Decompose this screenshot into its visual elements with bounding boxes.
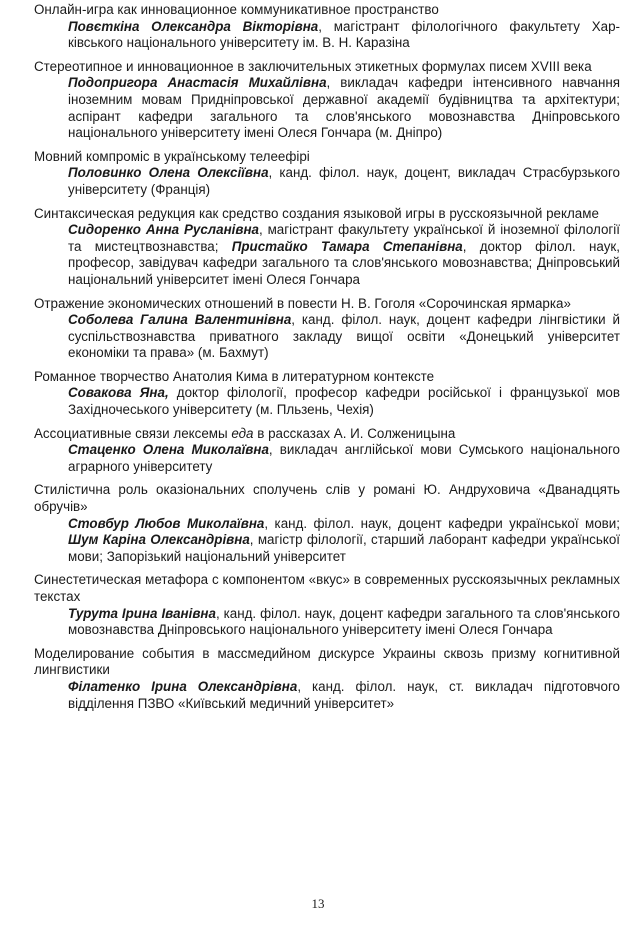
author-affiliation: , викладач кафедри інтенсивного навчання іноземним мовам Придніпровської державної академії будівництва та архітектури; аспірант кафедри загального та слов'янського мовознавства Дніпровського національного університету імені Олеся Гончара (м. Дніпро) <box>68 75 620 141</box>
page-number: 13 <box>311 896 325 911</box>
entry <box>34 426 620 476</box>
talk-title <box>34 646 620 679</box>
title-text: Стереотипное и инновационное в заключительных этикетных формулах писем XVIII века <box>34 58 592 74</box>
author-block <box>34 19 620 52</box>
talk-title <box>34 2 620 19</box>
title-text: Синестетическая метафора с компонентом «вкус» в современных русскоязычных рекламных текстах <box>34 572 620 604</box>
author-block <box>34 679 620 712</box>
title-text: в рассказах А. И. Солженицына <box>253 425 456 441</box>
author-block <box>34 385 620 418</box>
title-text: Онлайн-игра как инновационное коммуникативное пространство <box>34 2 439 17</box>
title-text: Синтаксическая редукция как средство создания языковой игры в русскоязычной рекламе <box>34 205 599 221</box>
author-name: Сидоренко Анна Русланівна <box>68 222 260 238</box>
entry <box>34 206 620 289</box>
title-italic-term: еда <box>231 425 254 441</box>
title-text: Стилістична роль оказіональних сполучень слів у романі Ю. Андруховича «Дванадцять обручів» <box>34 482 620 515</box>
author-block <box>34 312 620 362</box>
author-affiliation: , викладач англійської мови Сумського національного аграрного університету <box>68 442 620 474</box>
author-block <box>34 516 620 566</box>
author-block <box>34 165 620 198</box>
title-text: Ассоциативные связи лексемы <box>34 425 232 441</box>
author-name: Соболева Галина Валентинівна <box>68 312 292 328</box>
entry <box>34 646 620 712</box>
entry <box>34 482 620 565</box>
author-affiliation: , канд. філол. наук, доцент, викладач Страсбурзького університету (Франція) <box>68 165 620 197</box>
talk-title <box>34 482 620 515</box>
author-affiliation: , канд. філол. наук, доцент кафедри загального та слов'янського мовознавства Дніпровського національного університету імені Олеся Гончара <box>68 605 620 638</box>
author-affiliation: , доктор філол. наук, професор, завідувач кафедри загального та слов'янського мовознавства; Дніпровський національний університет імені Олеся Гончара <box>68 238 621 287</box>
title-text: Моделирование события в массмедийном дискурсе Украины сквозь призму когнитивной лингвистики <box>34 645 620 678</box>
talk-title <box>34 296 620 313</box>
entry <box>34 149 620 199</box>
title-text: Романное творчество Анатолия Кима в литературном контексте <box>34 368 435 384</box>
author-name: Подопригора Анастасія Михайлівна <box>68 75 327 91</box>
author-affiliation: , магістр філології, старший лаборант кафедри української мови; Запорізький національний університет <box>68 532 620 564</box>
author-name: Половинко Олена Олексіївна <box>68 165 269 181</box>
talk-title <box>34 59 620 76</box>
author-name: Стаценко Олена Миколаївна <box>68 442 269 458</box>
author-affiliation: доктор філології, професор кафедри російської і французької мов Західночеського університету (м. Пльзень, Чехія) <box>68 385 620 418</box>
program-listing <box>34 2 620 719</box>
author-affiliation: , канд. філол. наук, доцент кафедри української мови; <box>264 515 620 531</box>
author-affiliation: , канд. філол. наук, доцент кафедри лінгвістики й суспільствознавства приватного закладу вищої освіти «Донецький університет економіки та права» (м. Бахмут) <box>68 312 621 361</box>
author-name: Совакова Яна, <box>68 385 169 401</box>
entry <box>34 572 620 638</box>
author-name: Філатенко Ірина Олександрівна <box>68 678 298 694</box>
author-block <box>34 442 620 475</box>
title-text: Мовний компроміс в українському телеефірі <box>34 148 310 164</box>
author-block <box>34 606 620 639</box>
talk-title <box>34 572 620 605</box>
talk-title <box>34 206 620 223</box>
author-affiliation: , магістрант факультету української й іноземної філології та мистецтвознавства; <box>68 222 621 254</box>
author-name: Шум Каріна Олександрівна <box>68 532 250 548</box>
title-text: Отражение экономических отношений в повести Н. В. Гоголя «Сорочинская ярмарка» <box>34 295 571 311</box>
author-affiliation: , канд. філол. наук, ст. викладач підготовчого відділення ПЗВО «Київський медичний університет» <box>68 678 620 711</box>
author-block <box>34 222 620 288</box>
entry <box>34 369 620 419</box>
entry <box>34 59 620 142</box>
entry <box>34 2 620 52</box>
talk-title <box>34 369 620 386</box>
author-name: Турута Ірина Іванівна <box>68 605 216 621</box>
author-name: Повєткіна Олександра Вікторівна <box>68 18 319 34</box>
author-name: Пристайко Тамара Степанівна <box>231 238 463 254</box>
talk-title <box>34 426 620 443</box>
author-affiliation: , магістрант філологічного факультету Харківського національного університету ім. В. Н. Каразіна <box>68 18 620 51</box>
author-block <box>34 75 620 141</box>
entry <box>34 296 620 362</box>
talk-title <box>34 149 620 166</box>
author-name: Стовбур Любов Миколаївна <box>68 515 265 531</box>
